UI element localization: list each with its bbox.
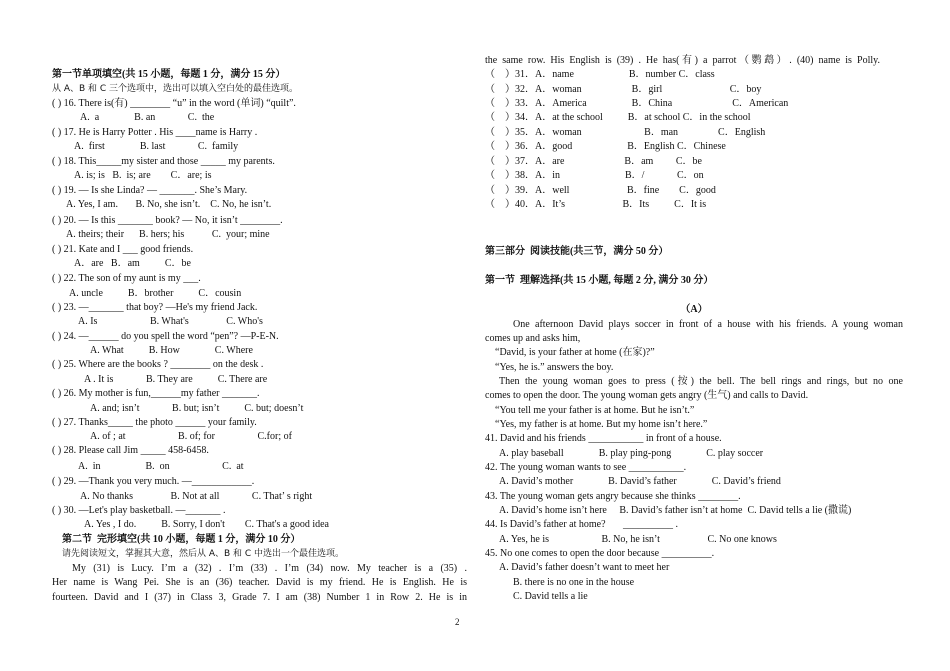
question-45: 45. No one comes to open the door because __________.: [485, 548, 715, 559]
question-20: ( ) 20. — Is this _______ book? — No, it isn’t ________.: [52, 215, 283, 226]
question-21: ( ) 21. Kate and I ___ good friends.: [52, 244, 194, 255]
question-43-options: A. David’s home isn’t here B. David’s father isn’t at home C. David tells a lie (撒谎): [499, 505, 852, 516]
cloze-options-37: （ ）37．A．are B．am C．be: [485, 156, 702, 167]
question-23-options: A. Is B. What's C. Who's: [78, 316, 263, 327]
question-26: ( ) 26. My mother is fun,______my father _______.: [52, 388, 260, 399]
question-30: ( ) 30. —Let's play basketball. —_______ .: [52, 505, 226, 516]
question-27: ( ) 27. Thanks_____ the photo ______ your family.: [52, 417, 257, 428]
question-43: 43. The young woman gets angry because she thinks ________.: [485, 491, 741, 502]
question-28: ( ) 28. Please call Jim _____ 458-6458.: [52, 445, 209, 456]
question-26-options: A. and; isn’t B. but; isn’t C. but; doesn’t: [90, 403, 304, 414]
question-19-options: A. Yes, I am. B. No, she isn’t. C. No, he isn’t.: [66, 199, 272, 210]
question-30-options: A. Yes , I do. B. Sorry, I don't C. That's a good idea: [84, 519, 329, 530]
section1-reading-title: 第一节 理解选择(共 15 小题, 每题 2 分, 满分 30 分）: [485, 275, 714, 286]
question-42: 42. The young woman wants to see ___________.: [485, 462, 687, 473]
question-25-options: A . It is B. They are C. There are: [84, 374, 268, 385]
passage-line-1: One afternoon David plays soccer in front of a house with his friends. A young woman: [513, 319, 903, 330]
question-45-option-c: C. David tells a lie: [513, 591, 588, 602]
question-17-options: A. first B. last C. family: [74, 141, 239, 152]
question-41: 41. David and his friends ___________ in front of a house.: [485, 433, 722, 444]
question-42-options: A. David’s mother B. David’s father C. David’s friend: [499, 476, 781, 487]
cloze-options-38: （ ）38．A．in B．/ C．on: [485, 170, 704, 181]
question-17: ( ) 17. He is Harry Potter . His ____name is Harry .: [52, 127, 258, 138]
passage-line-4: “Yes, he is.” answers the boy.: [495, 362, 614, 373]
passage-line-5: Then the young woman goes to press (按) the bell. The bell rings and rings, but no one: [499, 376, 903, 387]
cloze-options-36: （ ）36．A．good B．English C．Chinese: [485, 141, 726, 152]
question-27-options: A. of ; at B. of; for C.for; of: [90, 431, 292, 442]
cloze-options-39: （ ）39．A．well B．fine C．good: [485, 185, 716, 196]
question-28-options: A. in B. on C. at: [78, 461, 244, 472]
question-29-options: A. No thanks B. Not at all C. That’ s right: [80, 491, 313, 502]
cloze-line-3: fourteen. David and I (37) in Class 3, Grade 7. I am (38) Number 1 in Row 2. He is in: [52, 592, 467, 603]
passage-line-3: “David, is your father at home (在家)?”: [495, 347, 655, 358]
section2-instructions: 请先阅读短文，掌握其大意，然后从 A、B 和 C 中选出一个最佳选项。: [62, 549, 345, 559]
question-19: ( ) 19. — Is she Linda? — _______. She’s Mary.: [52, 185, 248, 196]
page-number: 2: [455, 617, 460, 627]
question-25: ( ) 25. Where are the books ? ________ on the desk .: [52, 359, 264, 370]
part3-title: 第三部分 阅读技能(共三节，满分 50 分）: [485, 246, 669, 257]
passage-line-2: comes up and asks him,: [485, 333, 581, 344]
question-24: ( ) 24. —______ do you spell the word “pen”? —P-E-N.: [52, 331, 279, 342]
question-22: ( ) 22. The son of my aunt is my ___.: [52, 273, 201, 284]
section1-title: 第一节单项填空(共 15 小题，每题 1 分，满分 15 分）: [52, 69, 286, 80]
section1-instructions: 从 A、B 和 C 三个选项中，选出可以填入空白处的最佳选项。: [52, 84, 299, 94]
passage-line-6: comes to open the door. The young woman gets angry (生气) and calls to David.: [485, 390, 809, 401]
question-18: ( ) 18. This_____my sister and those _____ my parents.: [52, 156, 275, 167]
cloze-options-35: （ ）35．A．woman B．man C．English: [485, 127, 766, 138]
cloze-line-2: Her name is Wang Pei. She is an (36) teacher. David is my friend. He is English. He is: [52, 577, 467, 588]
question-45-option-b: B. there is no one in the house: [513, 577, 635, 588]
cloze-line-1: My (31) is Lucy. I’m a (32) . I’m (33) . I’m (34) now. My teacher is a (35) .: [72, 563, 467, 574]
cloze-options-33: （ ）33．A．America B．China C．American: [485, 98, 789, 109]
section2-title: 第二节 完形填空(共 10 小题，每题 1 分，满分 10 分）: [62, 534, 301, 545]
cloze-options-40: （ ）40．A．It’s B．Its C．It is: [485, 199, 707, 210]
question-16: ( ) 16. There is(有) ________ “u” in the word (单词) “quilt”.: [52, 98, 296, 109]
question-44-options: A. Yes, he is B. No, he isn’t C. No one knows: [499, 534, 777, 545]
question-18-options: A. is; is B. is; are C．are; is: [74, 170, 212, 181]
passage-line-7: “You tell me your father is at home. But he isn’t.”: [495, 405, 695, 416]
question-22-options: A. uncle B．brother C．cousin: [69, 288, 242, 299]
question-23: ( ) 23. —_______ that boy? —He's my friend Jack.: [52, 302, 258, 313]
question-20-options: A. theirs; their B. hers; his C. your; mine: [66, 229, 270, 240]
passage-label: （A）: [680, 304, 708, 315]
cloze-options-31: （ ）31．A．name B．number C．class: [485, 69, 715, 80]
question-41-options: A. play baseball B. play ping-pong C. play soccer: [499, 448, 764, 459]
question-45-option-a: A. David’s father doesn’t want to meet her: [499, 562, 670, 573]
question-21-options: A．are B．am C．be: [74, 258, 191, 269]
passage-line-8: “Yes, my father is at home. But my home isn’t here.”: [495, 419, 708, 430]
question-44: 44. Is David’s father at home? __________ .: [485, 519, 679, 530]
question-24-options: A. What B. How C. Where: [90, 345, 253, 356]
cloze-options-34: （ ）34．A．at the school B．at school C．in the school: [485, 112, 751, 123]
question-29: ( ) 29. —Thank you very much. —____________.: [52, 476, 255, 487]
cloze-options-32: （ ）32．A．woman B．girl C．boy: [485, 84, 762, 95]
question-16-options: A. a B. an C. the: [80, 112, 215, 123]
cloze-line-4: the same row. His English is (39) . He has(有) a parrot（鹦鹉）. (40) name is Polly.: [485, 55, 880, 66]
